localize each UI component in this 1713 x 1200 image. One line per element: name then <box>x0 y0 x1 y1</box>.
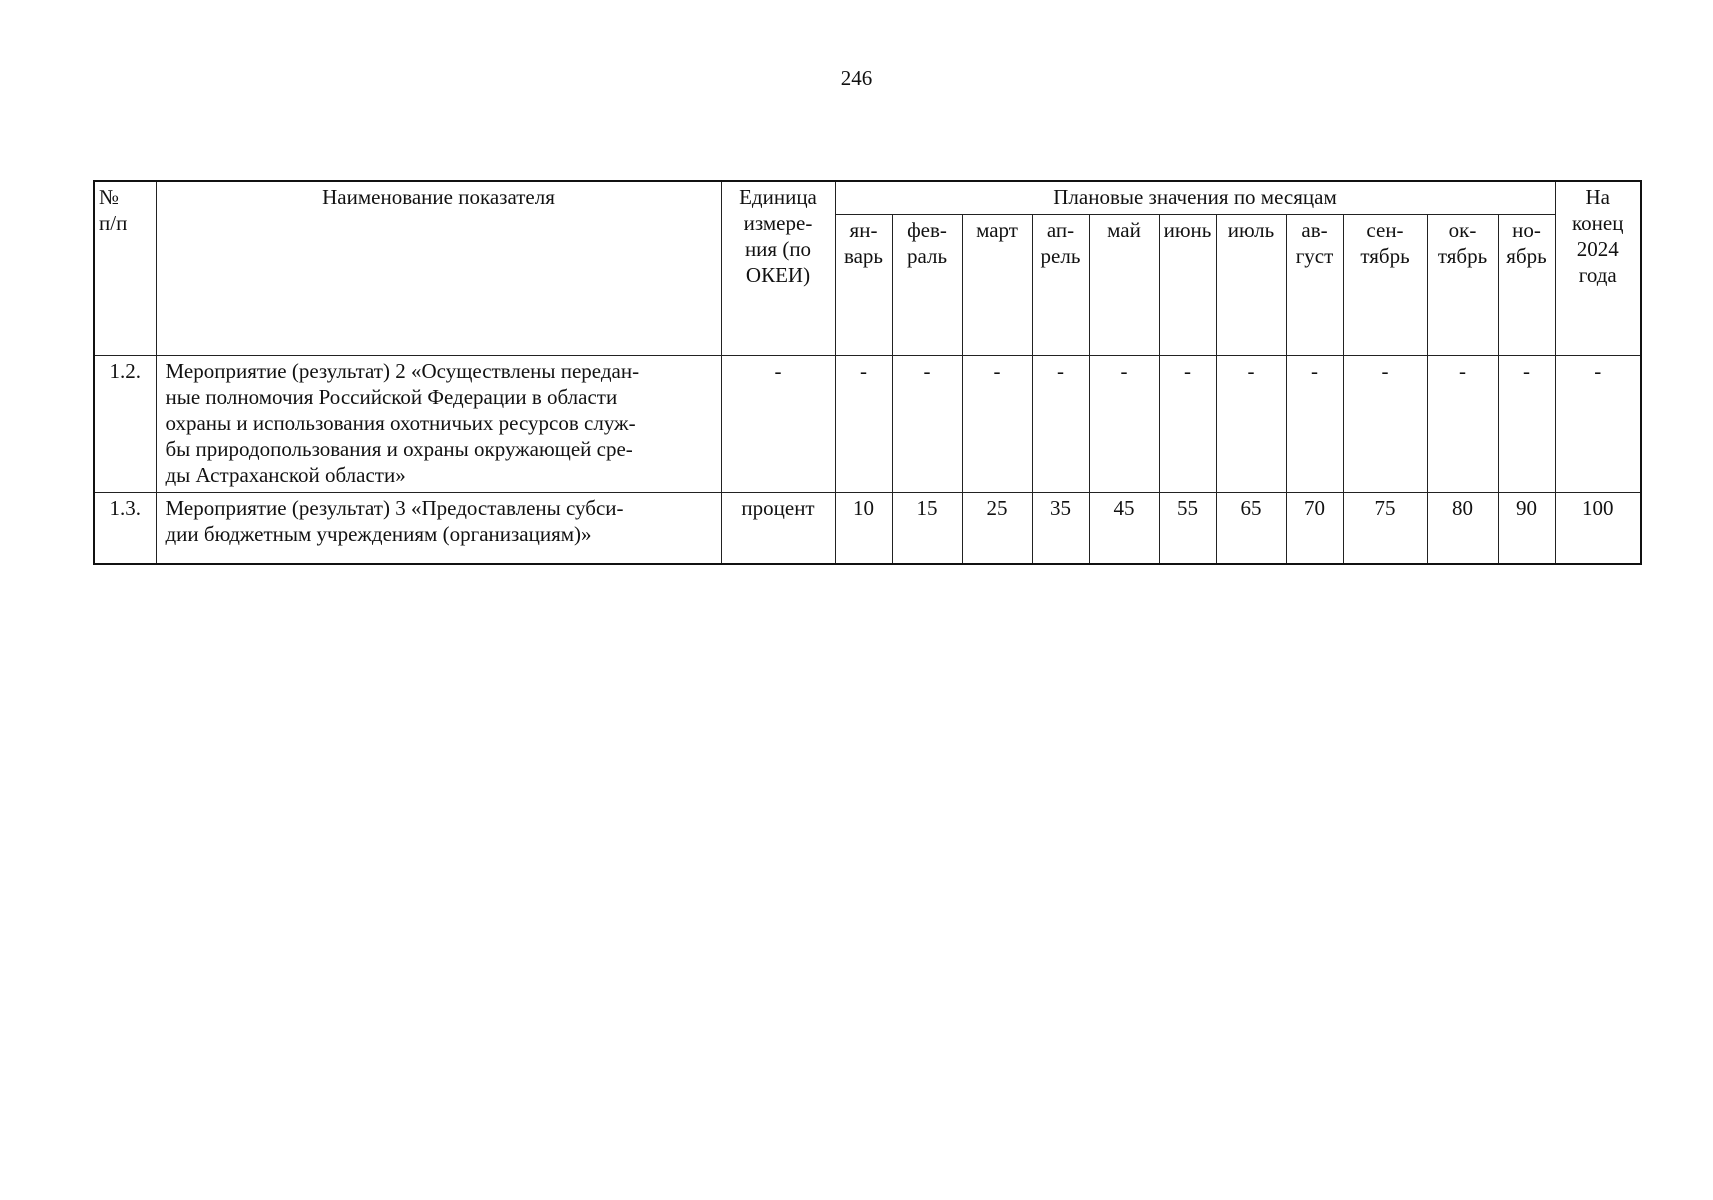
header-month: ок- тябрь <box>1427 215 1498 356</box>
row-unit: - <box>721 356 835 493</box>
row-month-value: - <box>962 356 1032 493</box>
table-row <box>94 356 1641 493</box>
row-month-value: 15 <box>892 493 962 565</box>
header-month: май <box>1089 215 1159 356</box>
header-month: июль <box>1216 215 1286 356</box>
header-month: ян- варь <box>835 215 892 356</box>
table-row <box>94 493 1641 565</box>
page-number: 246 <box>840 66 873 90</box>
row-indicator-name: Мероприятие (результат) 3 «Предоставлены субси- дии бюджетным учреждениям (организациям)» <box>156 493 721 565</box>
header-num: № п/п <box>94 181 156 356</box>
row-month-value: 65 <box>1216 493 1286 565</box>
header-month: ап- рель <box>1032 215 1089 356</box>
header-month: ав- густ <box>1286 215 1343 356</box>
row-year-end-value: 100 <box>1555 493 1641 565</box>
header-planned-values: Плановые значения по месяцам <box>835 181 1555 215</box>
row-month-value: - <box>892 356 962 493</box>
row-month-value: 75 <box>1343 493 1427 565</box>
indicators-table <box>93 180 1642 565</box>
header-name: Наименование показателя <box>156 181 721 356</box>
row-indicator-name: Мероприятие (результат) 2 «Осуществлены передан- ные полномочия Российской Федерации в области охраны и использования охотничьих ресурсов служ- бы природопользования и охраны окружающей сре- ды Астраханской области» <box>156 356 721 493</box>
row-month-value: - <box>1159 356 1216 493</box>
table-header-row <box>94 181 1641 215</box>
row-unit: процент <box>721 493 835 565</box>
header-year-end: На конец 2024 года <box>1555 181 1641 356</box>
header-month: фев- раль <box>892 215 962 356</box>
row-number: 1.2. <box>94 356 156 493</box>
row-month-value: 10 <box>835 493 892 565</box>
row-month-value: - <box>1216 356 1286 493</box>
row-month-value: 70 <box>1286 493 1343 565</box>
row-month-value: - <box>1427 356 1498 493</box>
row-month-value: 80 <box>1427 493 1498 565</box>
row-month-value: - <box>1032 356 1089 493</box>
row-month-value: 35 <box>1032 493 1089 565</box>
row-month-value: - <box>1343 356 1427 493</box>
row-year-end-value: - <box>1555 356 1641 493</box>
row-month-value: 25 <box>962 493 1032 565</box>
header-unit: Единица измере- ния (по ОКЕИ) <box>721 181 835 356</box>
header-month: июнь <box>1159 215 1216 356</box>
row-month-value: 55 <box>1159 493 1216 565</box>
row-month-value: 90 <box>1498 493 1555 565</box>
row-number: 1.3. <box>94 493 156 565</box>
row-month-value: - <box>1286 356 1343 493</box>
row-month-value: 45 <box>1089 493 1159 565</box>
header-month: но- ябрь <box>1498 215 1555 356</box>
header-month: сен- тябрь <box>1343 215 1427 356</box>
header-month: март <box>962 215 1032 356</box>
row-month-value: - <box>1498 356 1555 493</box>
row-month-value: - <box>835 356 892 493</box>
row-month-value: - <box>1089 356 1159 493</box>
